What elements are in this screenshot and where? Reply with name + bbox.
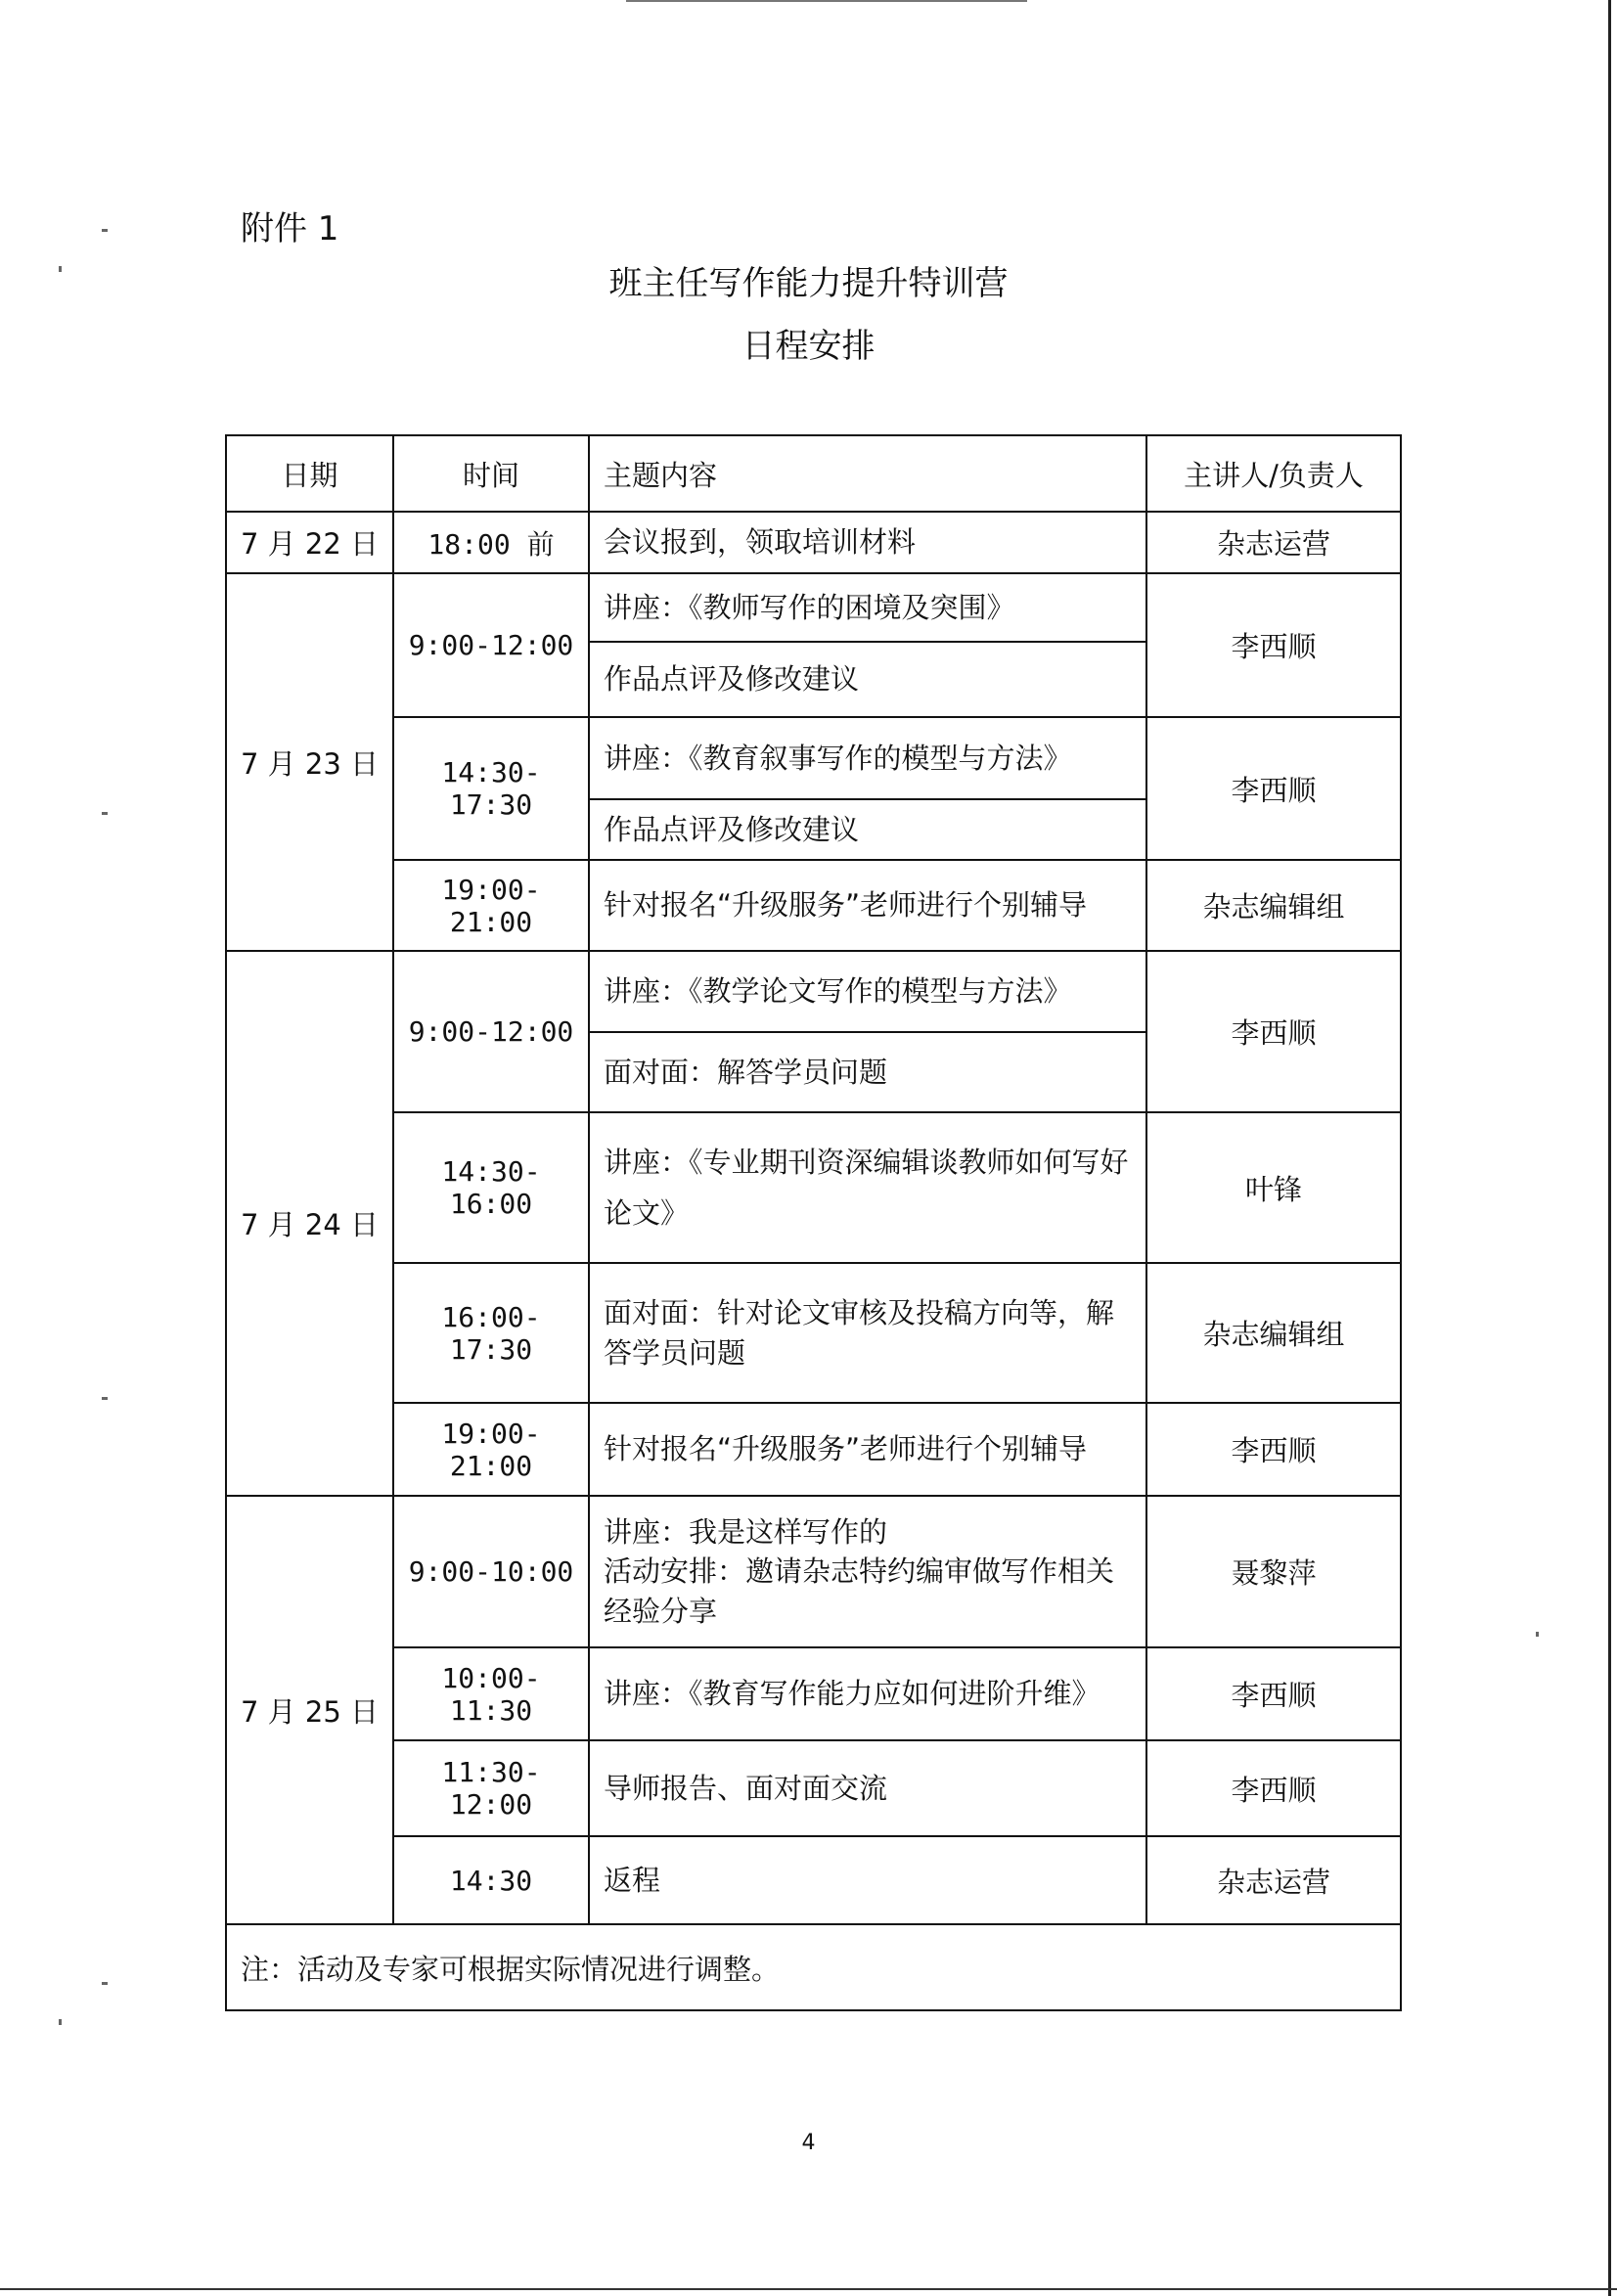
scan-speck — [102, 1397, 108, 1400]
speaker-cell: 李西顺 — [1146, 573, 1401, 717]
scan-speck — [102, 1982, 108, 1985]
speaker-cell: 李西顺 — [1146, 1403, 1401, 1496]
speaker-cell: 李西顺 — [1146, 1647, 1401, 1740]
scan-speck — [1536, 1632, 1539, 1637]
table-row — [226, 1403, 1401, 1496]
topic-cell: 会议报到，领取培训材料 — [589, 512, 1146, 573]
topic-cell — [589, 1496, 1146, 1647]
topic-cell: 讲座：《教师写作的困境及突围》 — [589, 573, 1146, 642]
note-row — [226, 1924, 1401, 2010]
time-cell: 14:30-16:00 — [393, 1112, 589, 1263]
time-cell: 14:30-17:30 — [393, 717, 589, 860]
scan-speck — [102, 812, 108, 815]
table-row — [226, 1496, 1401, 1647]
speaker-cell: 李西顺 — [1146, 717, 1401, 860]
speaker-cell: 杂志编辑组 — [1146, 1263, 1401, 1403]
scan-edge-bottom — [0, 2288, 1617, 2290]
column-header-topic: 主题内容 — [589, 435, 1146, 512]
speaker-cell: 杂志运营 — [1146, 512, 1401, 573]
table-row — [226, 1263, 1401, 1403]
time-cell: 9:00-12:00 — [393, 573, 589, 717]
date-cell: 7 月 23 日 — [226, 573, 393, 951]
column-header-date: 日期 — [226, 435, 393, 512]
topic-cell: 面对面：针对论文审核及投稿方向等，解答学员问题 — [589, 1263, 1146, 1403]
topic-cell: 讲座：《专业期刊资深编辑谈教师如何写好论文》 — [589, 1112, 1146, 1263]
topic-cell: 讲座：《教学论文写作的模型与方法》 — [589, 951, 1146, 1032]
topic-cell: 返程 — [589, 1836, 1146, 1924]
table-row — [226, 1647, 1401, 1740]
time-cell: 19:00-21:00 — [393, 860, 589, 951]
topic-line: 讲座：我是这样写作的 — [604, 1514, 888, 1549]
time-cell: 19:00-21:00 — [393, 1403, 589, 1496]
time-cell: 18:00 前 — [393, 512, 589, 573]
speaker-cell: 李西顺 — [1146, 951, 1401, 1112]
topic-cell: 作品点评及修改建议 — [589, 799, 1146, 860]
scan-mark — [626, 0, 1027, 2]
page-number: 4 — [801, 2131, 816, 2155]
date-cell: 7 月 22 日 — [226, 512, 393, 573]
table-row — [226, 860, 1401, 951]
attachment-label: 附件 1 — [241, 209, 339, 248]
table-row — [226, 573, 1401, 642]
table-row — [226, 512, 1401, 573]
date-cell: 7 月 25 日 — [226, 1496, 393, 1924]
topic-cell: 作品点评及修改建议 — [589, 642, 1146, 717]
topic-cell: 导师报告、面对面交流 — [589, 1740, 1146, 1836]
time-cell: 10:00-11:30 — [393, 1647, 589, 1740]
table-row — [226, 1740, 1401, 1836]
topic-cell: 讲座：《教育写作能力应如何进阶升维》 — [589, 1647, 1146, 1740]
topic-cell: 面对面：解答学员问题 — [589, 1032, 1146, 1112]
table-row — [226, 717, 1401, 799]
time-cell: 9:00-12:00 — [393, 951, 589, 1112]
speaker-cell: 叶锋 — [1146, 1112, 1401, 1263]
table-row — [226, 951, 1401, 1032]
scan-speck — [102, 229, 108, 232]
speaker-cell: 杂志编辑组 — [1146, 860, 1401, 951]
time-cell: 14:30 — [393, 1836, 589, 1924]
column-header-time: 时间 — [393, 435, 589, 512]
document-title: 班主任写作能力提升特训营 — [608, 264, 1009, 303]
topic-line: 活动安排：邀请杂志特约编审做写作相关经验分享 — [604, 1554, 1115, 1628]
speaker-cell: 李西顺 — [1146, 1740, 1401, 1836]
topic-cell: 讲座：《教育叙事写作的模型与方法》 — [589, 717, 1146, 799]
topic-cell: 针对报名“升级服务”老师进行个别辅导 — [589, 1403, 1146, 1496]
time-cell: 16:00-17:30 — [393, 1263, 589, 1403]
time-cell: 9:00-10:00 — [393, 1496, 589, 1647]
speaker-cell: 杂志运营 — [1146, 1836, 1401, 1924]
table-row — [226, 1112, 1401, 1263]
note-cell: 注：活动及专家可根据实际情况进行调整。 — [226, 1924, 1401, 2010]
document-subtitle: 日程安排 — [741, 327, 876, 366]
column-header-speaker: 主讲人/负责人 — [1146, 435, 1401, 512]
speaker-cell: 聂黎萍 — [1146, 1496, 1401, 1647]
schedule-table — [225, 434, 1402, 2011]
topic-cell: 针对报名“升级服务”老师进行个别辅导 — [589, 860, 1146, 951]
scan-speck — [59, 2019, 62, 2025]
time-cell: 11:30-12:00 — [393, 1740, 589, 1836]
table-header-row — [226, 435, 1401, 512]
table-row — [226, 1836, 1401, 1924]
date-cell: 7 月 24 日 — [226, 951, 393, 1496]
